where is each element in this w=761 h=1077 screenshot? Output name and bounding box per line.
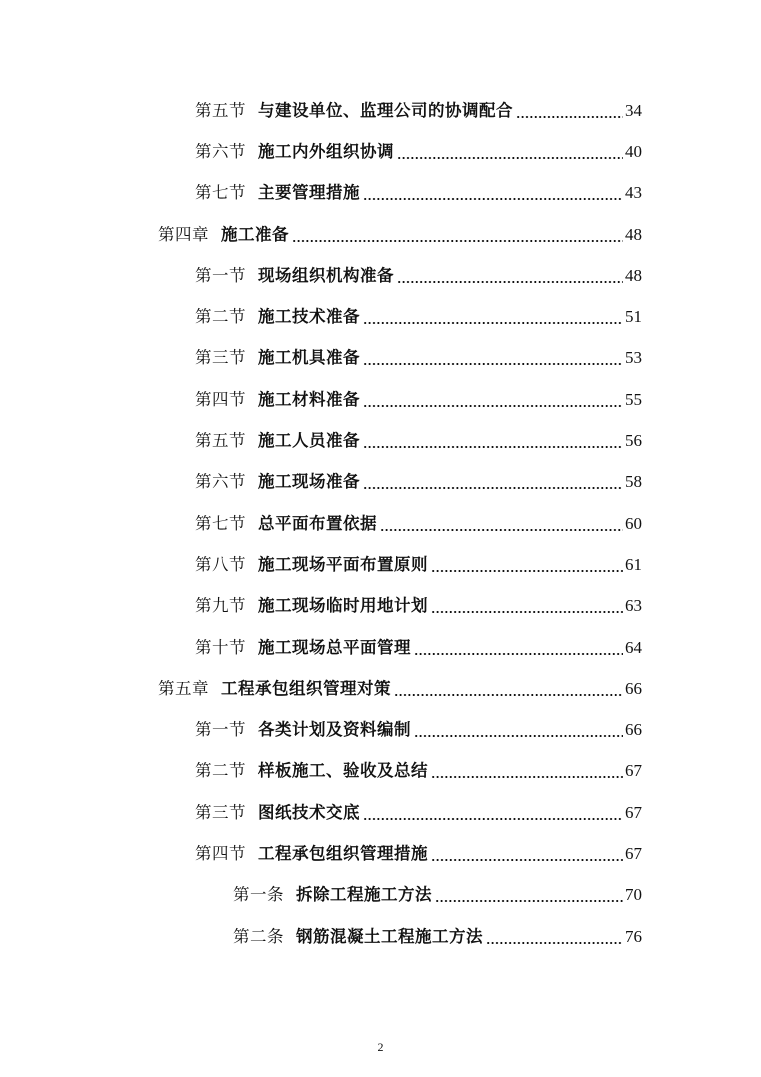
toc-entry-page: 48 (625, 224, 642, 244)
toc-entry-number: 第二节 (195, 307, 246, 327)
toc-entry-number: 第三节 (195, 802, 246, 822)
toc-entry-title: 拆除工程施工方法 (296, 885, 432, 905)
toc-entry-page: 76 (625, 926, 642, 946)
toc-entry-page: 56 (625, 431, 642, 451)
toc-entry-title: 施工技术准备 (258, 307, 360, 327)
toc-entry-page: 67 (625, 802, 642, 822)
toc-entry-title: 施工现场临时用地计划 (258, 596, 428, 616)
toc-entry-number: 第四章 (158, 224, 209, 244)
toc-dot-leader (431, 774, 623, 780)
toc-entry-section[interactable] (0, 751, 761, 792)
toc-entry-page: 61 (625, 554, 642, 574)
toc-dot-leader (516, 114, 623, 120)
toc-entry-title: 各类计划及资料编制 (258, 720, 411, 740)
toc-entry-page: 64 (625, 637, 642, 657)
toc-entry-page: 67 (625, 843, 642, 863)
toc-entry-page: 58 (625, 472, 642, 492)
toc-entry-section[interactable] (0, 709, 761, 750)
toc-entry-page: 55 (625, 389, 642, 409)
toc-dot-leader (397, 279, 623, 285)
toc-entry-title: 钢筋混凝土工程施工方法 (296, 926, 483, 946)
toc-entry-number: 第三节 (195, 348, 246, 368)
toc-entry-section[interactable] (0, 379, 761, 420)
toc-entry-number: 第四节 (195, 389, 246, 409)
toc-entry-number: 第一节 (195, 720, 246, 740)
toc-entry-number: 第七节 (195, 513, 246, 533)
toc-entry-section[interactable] (0, 420, 761, 461)
toc-entry-page: 70 (625, 885, 642, 905)
toc-entry-title: 施工准备 (221, 224, 289, 244)
toc-entry-section[interactable] (0, 255, 761, 296)
toc-entry-title: 施工材料准备 (258, 389, 360, 409)
toc-entry-page: 48 (625, 265, 642, 285)
toc-entry-title: 施工人员准备 (258, 431, 360, 451)
toc-entry-title: 现场组织机构准备 (258, 265, 394, 285)
toc-entry-number: 第九节 (195, 596, 246, 616)
toc-entry-title: 施工现场平面布置原则 (258, 554, 428, 574)
toc-dot-leader (431, 609, 623, 615)
toc-entry-title: 与建设单位、监理公司的协调配合 (258, 100, 513, 120)
toc-entry-number: 第一节 (195, 265, 246, 285)
toc-entry-page: 60 (625, 513, 642, 533)
toc-dot-leader (397, 155, 623, 161)
toc-entry-page: 66 (625, 720, 642, 740)
toc-entry-number: 第五章 (158, 678, 209, 698)
toc-entry-number: 第五节 (195, 100, 246, 120)
toc-entry-title: 施工内外组织协调 (258, 141, 394, 161)
toc-dot-leader (435, 898, 623, 904)
toc-dot-leader (380, 527, 623, 533)
toc-entry-title: 施工现场准备 (258, 472, 360, 492)
toc-dot-leader (394, 692, 623, 698)
toc-entry-article[interactable] (0, 916, 761, 957)
toc-entry-page: 53 (625, 348, 642, 368)
toc-entry-page: 67 (625, 761, 642, 781)
toc-dot-leader (486, 940, 623, 946)
toc-dot-leader (363, 196, 623, 202)
toc-dot-leader (363, 816, 623, 822)
toc-entry-title: 施工现场总平面管理 (258, 637, 411, 657)
toc-entry-number: 第二条 (233, 926, 284, 946)
toc-entry-page: 43 (625, 183, 642, 203)
toc-entry-section[interactable] (0, 90, 761, 131)
toc-dot-leader (363, 361, 623, 367)
toc-entry-section[interactable] (0, 627, 761, 668)
toc-entry-number: 第四节 (195, 843, 246, 863)
toc-entry-title: 样板施工、验收及总结 (258, 761, 428, 781)
toc-entry-page: 63 (625, 596, 642, 616)
toc-entry-section[interactable] (0, 296, 761, 337)
toc-entry-section[interactable] (0, 792, 761, 833)
toc-entry-number: 第二节 (195, 761, 246, 781)
toc-dot-leader (363, 403, 623, 409)
toc-dot-leader (363, 444, 623, 450)
toc-entry-title: 总平面布置依据 (258, 513, 377, 533)
toc-entry-section[interactable] (0, 503, 761, 544)
toc-entry-section[interactable] (0, 586, 761, 627)
toc-dot-leader (431, 857, 623, 863)
toc-entry-page: 34 (625, 100, 642, 120)
toc-entry-title: 工程承包组织管理措施 (258, 843, 428, 863)
toc-entry-section[interactable] (0, 462, 761, 503)
toc-entry-title: 施工机具准备 (258, 348, 360, 368)
toc-dot-leader (292, 238, 623, 244)
toc-entry-number: 第八节 (195, 554, 246, 574)
toc-entry-page: 51 (625, 307, 642, 327)
toc-entry-number: 第一条 (233, 885, 284, 905)
toc-entry-article[interactable] (0, 875, 761, 916)
toc-dot-leader (414, 733, 623, 739)
toc-entry-page: 40 (625, 141, 642, 161)
table-of-contents (0, 90, 761, 957)
toc-entry-section[interactable] (0, 338, 761, 379)
toc-entry-title: 工程承包组织管理对策 (221, 678, 391, 698)
toc-entry-section[interactable] (0, 833, 761, 874)
toc-entry-section[interactable] (0, 131, 761, 172)
toc-entry-section[interactable] (0, 173, 761, 214)
toc-entry-number: 第七节 (195, 183, 246, 203)
toc-entry-title: 主要管理措施 (258, 183, 360, 203)
toc-entry-title: 图纸技术交底 (258, 802, 360, 822)
toc-entry-chapter[interactable] (0, 668, 761, 709)
toc-entry-number: 第十节 (195, 637, 246, 657)
toc-dot-leader (363, 485, 623, 491)
toc-dot-leader (414, 651, 623, 657)
page-number: 2 (377, 1040, 384, 1054)
toc-entry-chapter[interactable] (0, 214, 761, 255)
toc-entry-number: 第五节 (195, 431, 246, 451)
toc-entry-page: 66 (625, 678, 642, 698)
toc-entry-number: 第六节 (195, 472, 246, 492)
toc-dot-leader (431, 568, 623, 574)
toc-entry-section[interactable] (0, 544, 761, 585)
toc-dot-leader (363, 320, 623, 326)
toc-entry-number: 第六节 (195, 141, 246, 161)
